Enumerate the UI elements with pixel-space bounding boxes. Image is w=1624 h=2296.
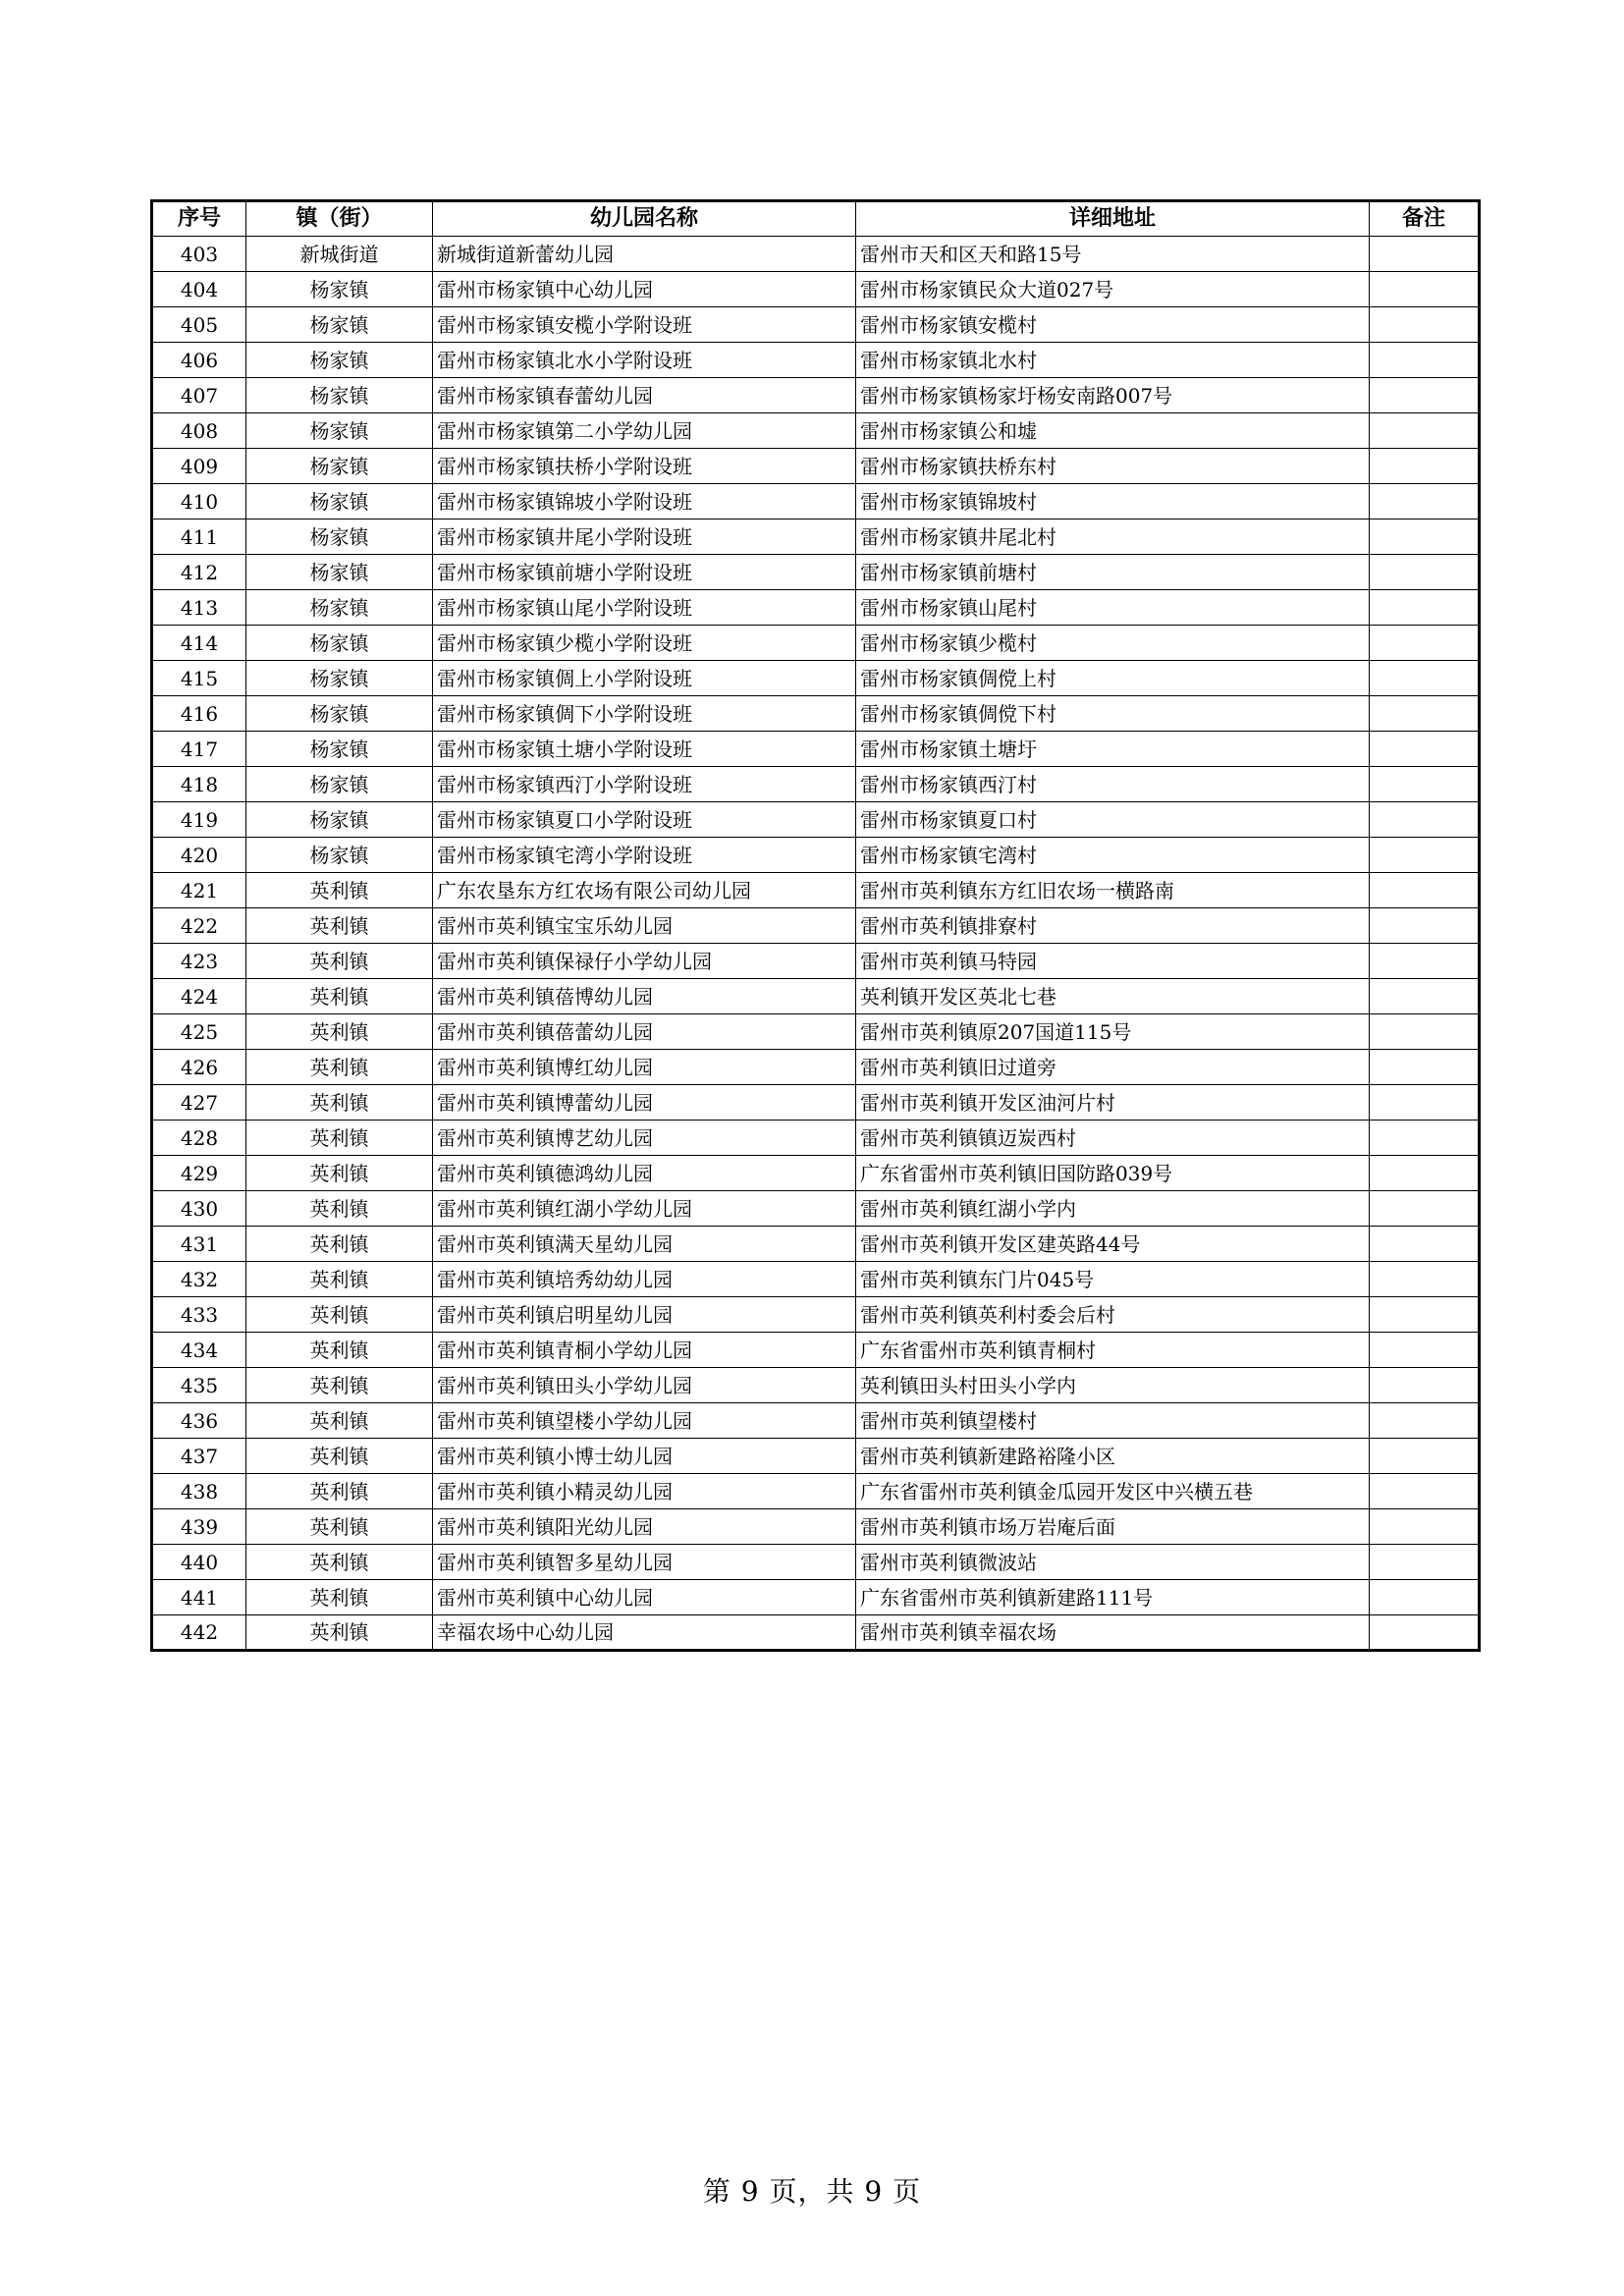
cell-no: 420: [152, 838, 246, 873]
cell-town: 英利镇: [246, 908, 433, 944]
cell-town: 英利镇: [246, 944, 433, 979]
cell-town: 杨家镇: [246, 272, 433, 307]
cell-town: 英利镇: [246, 1262, 433, 1297]
cell-address: 雷州市杨家镇扶桥东村: [856, 449, 1370, 484]
table-row: [152, 413, 1480, 449]
cell-no: 408: [152, 413, 246, 449]
cell-address: 雷州市英利镇马特园: [856, 944, 1370, 979]
cell-no: 442: [152, 1615, 246, 1651]
cell-address: 雷州市杨家镇山尾村: [856, 590, 1370, 626]
cell-note: [1370, 307, 1480, 343]
cell-note: [1370, 1615, 1480, 1651]
cell-note: [1370, 449, 1480, 484]
table-row: [152, 979, 1480, 1014]
cell-note: [1370, 1014, 1480, 1050]
cell-name: 雷州市英利镇中心幼儿园: [433, 1580, 856, 1615]
cell-name: 雷州市杨家镇中心幼儿园: [433, 272, 856, 307]
cell-note: [1370, 590, 1480, 626]
cell-address: 英利镇开发区英北七巷: [856, 979, 1370, 1014]
table-body: [152, 237, 1480, 1651]
cell-no: 409: [152, 449, 246, 484]
cell-name: 雷州市杨家镇春蕾幼儿园: [433, 378, 856, 413]
cell-town: 英利镇: [246, 1227, 433, 1262]
cell-no: 437: [152, 1439, 246, 1474]
cell-town: 英利镇: [246, 1368, 433, 1403]
cell-name: 雷州市英利镇小博士幼儿园: [433, 1439, 856, 1474]
cell-town: 英利镇: [246, 1085, 433, 1121]
cell-no: 410: [152, 484, 246, 519]
cell-address: 雷州市杨家镇西汀村: [856, 767, 1370, 802]
cell-name: 幸福农场中心幼儿园: [433, 1615, 856, 1651]
cell-address: 雷州市杨家镇北水村: [856, 343, 1370, 378]
table-row: [152, 1580, 1480, 1615]
table-row: [152, 767, 1480, 802]
table-row: [152, 1439, 1480, 1474]
cell-no: 423: [152, 944, 246, 979]
cell-address: 雷州市杨家镇锦坡村: [856, 484, 1370, 519]
cell-address: 广东省雷州市英利镇金瓜园开发区中兴横五巷: [856, 1474, 1370, 1509]
cell-no: 436: [152, 1403, 246, 1439]
cell-no: 426: [152, 1050, 246, 1085]
cell-town: 英利镇: [246, 1474, 433, 1509]
cell-town: 杨家镇: [246, 555, 433, 590]
cell-name: 雷州市杨家镇山尾小学附设班: [433, 590, 856, 626]
cell-address: 雷州市英利镇市场万岩庵后面: [856, 1509, 1370, 1545]
cell-name: 雷州市英利镇小精灵幼儿园: [433, 1474, 856, 1509]
cell-address: 雷州市杨家镇土塘圩: [856, 732, 1370, 767]
cell-no: 425: [152, 1014, 246, 1050]
cell-address: 英利镇田头村田头小学内: [856, 1368, 1370, 1403]
cell-note: [1370, 908, 1480, 944]
cell-address: 广东省雷州市英利镇青桐村: [856, 1333, 1370, 1368]
table-row: [152, 1368, 1480, 1403]
cell-note: [1370, 1050, 1480, 1085]
table-row: [152, 802, 1480, 838]
table-row: [152, 661, 1480, 696]
cell-name: 雷州市英利镇红湖小学幼儿园: [433, 1191, 856, 1227]
cell-no: 417: [152, 732, 246, 767]
cell-name: 雷州市英利镇博红幼儿园: [433, 1050, 856, 1085]
cell-name: 雷州市英利镇宝宝乐幼儿园: [433, 908, 856, 944]
table-row: [152, 1050, 1480, 1085]
cell-name: 雷州市英利镇阳光幼儿园: [433, 1509, 856, 1545]
cell-address: 雷州市英利镇镇迈炭西村: [856, 1121, 1370, 1156]
cell-address: 雷州市英利镇英利村委会后村: [856, 1297, 1370, 1333]
table-row: [152, 838, 1480, 873]
cell-no: 405: [152, 307, 246, 343]
cell-name: 雷州市英利镇博蕾幼儿园: [433, 1085, 856, 1121]
cell-name: 雷州市英利镇满天星幼儿园: [433, 1227, 856, 1262]
table-row: [152, 1474, 1480, 1509]
cell-town: 英利镇: [246, 979, 433, 1014]
cell-note: [1370, 343, 1480, 378]
cell-note: [1370, 732, 1480, 767]
cell-town: 杨家镇: [246, 626, 433, 661]
cell-note: [1370, 1085, 1480, 1121]
cell-town: 杨家镇: [246, 767, 433, 802]
cell-name: 雷州市杨家镇宅湾小学附设班: [433, 838, 856, 873]
cell-no: 406: [152, 343, 246, 378]
cell-name: 雷州市英利镇望楼小学幼儿园: [433, 1403, 856, 1439]
cell-note: [1370, 979, 1480, 1014]
table-row: [152, 272, 1480, 307]
cell-address: 雷州市杨家镇倜傥下村: [856, 696, 1370, 732]
cell-no: 419: [152, 802, 246, 838]
header-name: 幼儿园名称: [433, 201, 856, 237]
cell-address: 广东省雷州市英利镇旧国防路039号: [856, 1156, 1370, 1191]
cell-no: 421: [152, 873, 246, 908]
cell-name: 雷州市英利镇蓓蕾幼儿园: [433, 1014, 856, 1050]
cell-town: 杨家镇: [246, 307, 433, 343]
table-row: [152, 1227, 1480, 1262]
table-row: [152, 1156, 1480, 1191]
cell-no: 418: [152, 767, 246, 802]
cell-town: 英利镇: [246, 1050, 433, 1085]
cell-note: [1370, 1191, 1480, 1227]
cell-note: [1370, 767, 1480, 802]
header-town: 镇（街）: [246, 201, 433, 237]
cell-name: 雷州市杨家镇北水小学附设班: [433, 343, 856, 378]
table-header-row: [152, 201, 1480, 237]
cell-address: 雷州市英利镇红湖小学内: [856, 1191, 1370, 1227]
cell-address: 雷州市英利镇排寮村: [856, 908, 1370, 944]
cell-name: 雷州市杨家镇倜下小学附设班: [433, 696, 856, 732]
cell-note: [1370, 272, 1480, 307]
table-row: [152, 732, 1480, 767]
table-row: [152, 590, 1480, 626]
table-row: [152, 519, 1480, 555]
cell-town: 新城街道: [246, 237, 433, 272]
table-row: [152, 484, 1480, 519]
cell-note: [1370, 944, 1480, 979]
cell-no: 429: [152, 1156, 246, 1191]
cell-town: 杨家镇: [246, 661, 433, 696]
table-row: [152, 1333, 1480, 1368]
cell-town: 英利镇: [246, 1191, 433, 1227]
cell-town: 杨家镇: [246, 378, 433, 413]
cell-note: [1370, 555, 1480, 590]
cell-note: [1370, 873, 1480, 908]
cell-name: 雷州市杨家镇少榄小学附设班: [433, 626, 856, 661]
cell-no: 430: [152, 1191, 246, 1227]
cell-no: 435: [152, 1368, 246, 1403]
cell-name: 雷州市杨家镇夏口小学附设班: [433, 802, 856, 838]
cell-no: 407: [152, 378, 246, 413]
cell-name: 雷州市杨家镇土塘小学附设班: [433, 732, 856, 767]
table-row: [152, 696, 1480, 732]
cell-address: 雷州市英利镇幸福农场: [856, 1615, 1370, 1651]
table-row: [152, 555, 1480, 590]
table-row: [152, 449, 1480, 484]
cell-note: [1370, 696, 1480, 732]
cell-town: 杨家镇: [246, 413, 433, 449]
cell-no: 422: [152, 908, 246, 944]
cell-no: 414: [152, 626, 246, 661]
cell-note: [1370, 1474, 1480, 1509]
cell-no: 431: [152, 1227, 246, 1262]
table-row: [152, 626, 1480, 661]
cell-town: 杨家镇: [246, 732, 433, 767]
cell-no: 428: [152, 1121, 246, 1156]
cell-note: [1370, 1509, 1480, 1545]
cell-note: [1370, 1156, 1480, 1191]
cell-no: 413: [152, 590, 246, 626]
cell-name: 雷州市英利镇智多星幼儿园: [433, 1545, 856, 1580]
cell-no: 403: [152, 237, 246, 272]
cell-address: 雷州市杨家镇夏口村: [856, 802, 1370, 838]
cell-name: 雷州市英利镇青桐小学幼儿园: [433, 1333, 856, 1368]
cell-note: [1370, 1121, 1480, 1156]
cell-town: 杨家镇: [246, 343, 433, 378]
header-address: 详细地址: [856, 201, 1370, 237]
cell-town: 英利镇: [246, 1580, 433, 1615]
table-row: [152, 343, 1480, 378]
cell-name: 雷州市杨家镇锦坡小学附设班: [433, 484, 856, 519]
cell-note: [1370, 1333, 1480, 1368]
table-row: [152, 944, 1480, 979]
cell-name: 雷州市英利镇博艺幼儿园: [433, 1121, 856, 1156]
cell-note: [1370, 661, 1480, 696]
cell-town: 英利镇: [246, 1297, 433, 1333]
cell-address: 雷州市英利镇微波站: [856, 1545, 1370, 1580]
cell-name: 雷州市杨家镇扶桥小学附设班: [433, 449, 856, 484]
cell-note: [1370, 484, 1480, 519]
cell-name: 新城街道新蕾幼儿园: [433, 237, 856, 272]
table-row: [152, 1403, 1480, 1439]
cell-no: 439: [152, 1509, 246, 1545]
cell-town: 杨家镇: [246, 590, 433, 626]
cell-town: 杨家镇: [246, 519, 433, 555]
cell-note: [1370, 378, 1480, 413]
cell-no: 404: [152, 272, 246, 307]
kindergarten-table-container: [150, 199, 1478, 1652]
cell-name: 雷州市英利镇培秀幼幼儿园: [433, 1262, 856, 1297]
cell-note: [1370, 1262, 1480, 1297]
cell-no: 432: [152, 1262, 246, 1297]
cell-note: [1370, 1439, 1480, 1474]
cell-town: 杨家镇: [246, 696, 433, 732]
cell-address: 雷州市杨家镇少榄村: [856, 626, 1370, 661]
cell-no: 440: [152, 1545, 246, 1580]
cell-name: 雷州市英利镇启明星幼儿园: [433, 1297, 856, 1333]
cell-no: 433: [152, 1297, 246, 1333]
cell-name: 雷州市英利镇田头小学幼儿园: [433, 1368, 856, 1403]
cell-address: 雷州市杨家镇杨家圩杨安南路007号: [856, 378, 1370, 413]
cell-town: 英利镇: [246, 1545, 433, 1580]
cell-address: 雷州市英利镇东方红旧农场一横路南: [856, 873, 1370, 908]
table-row: [152, 1509, 1480, 1545]
cell-town: 杨家镇: [246, 449, 433, 484]
table-row: [152, 1262, 1480, 1297]
cell-town: 杨家镇: [246, 838, 433, 873]
cell-note: [1370, 626, 1480, 661]
table-row: [152, 1014, 1480, 1050]
cell-note: [1370, 838, 1480, 873]
cell-address: 雷州市英利镇望楼村: [856, 1403, 1370, 1439]
cell-address: 雷州市英利镇原207国道115号: [856, 1014, 1370, 1050]
table-row: [152, 873, 1480, 908]
cell-name: 雷州市杨家镇安榄小学附设班: [433, 307, 856, 343]
cell-address: 雷州市英利镇旧过道旁: [856, 1050, 1370, 1085]
table-row: [152, 1615, 1480, 1651]
cell-address: 雷州市杨家镇前塘村: [856, 555, 1370, 590]
cell-name: 雷州市杨家镇倜上小学附设班: [433, 661, 856, 696]
cell-town: 英利镇: [246, 873, 433, 908]
cell-name: 雷州市英利镇德鸿幼儿园: [433, 1156, 856, 1191]
kindergarten-table: [150, 199, 1481, 1652]
cell-no: 412: [152, 555, 246, 590]
cell-name: 雷州市杨家镇第二小学幼儿园: [433, 413, 856, 449]
cell-address: 雷州市英利镇新建路裕隆小区: [856, 1439, 1370, 1474]
cell-name: 雷州市杨家镇井尾小学附设班: [433, 519, 856, 555]
table-row: [152, 378, 1480, 413]
table-row: [152, 1297, 1480, 1333]
page-footer: 第 9 页，共 9 页: [702, 2175, 922, 2208]
cell-name: 雷州市杨家镇西汀小学附设班: [433, 767, 856, 802]
cell-note: [1370, 1297, 1480, 1333]
cell-name: 雷州市英利镇蓓博幼儿园: [433, 979, 856, 1014]
cell-town: 英利镇: [246, 1615, 433, 1651]
table-row: [152, 1545, 1480, 1580]
cell-name: 广东农垦东方红农场有限公司幼儿园: [433, 873, 856, 908]
cell-name: 雷州市英利镇保禄仔小学幼儿园: [433, 944, 856, 979]
cell-note: [1370, 1580, 1480, 1615]
cell-address: 雷州市英利镇开发区油河片村: [856, 1085, 1370, 1121]
cell-address: 雷州市杨家镇井尾北村: [856, 519, 1370, 555]
cell-address: 雷州市杨家镇宅湾村: [856, 838, 1370, 873]
cell-no: 438: [152, 1474, 246, 1509]
cell-no: 416: [152, 696, 246, 732]
cell-address: 雷州市杨家镇倜傥上村: [856, 661, 1370, 696]
cell-town: 英利镇: [246, 1014, 433, 1050]
cell-address: 雷州市杨家镇公和墟: [856, 413, 1370, 449]
table-row: [152, 908, 1480, 944]
cell-name: 雷州市杨家镇前塘小学附设班: [433, 555, 856, 590]
table-row: [152, 307, 1480, 343]
cell-no: 434: [152, 1333, 246, 1368]
cell-no: 441: [152, 1580, 246, 1615]
header-no: 序号: [152, 201, 246, 237]
cell-note: [1370, 802, 1480, 838]
cell-note: [1370, 519, 1480, 555]
header-note: 备注: [1370, 201, 1480, 237]
table-row: [152, 237, 1480, 272]
cell-note: [1370, 237, 1480, 272]
cell-town: 英利镇: [246, 1333, 433, 1368]
cell-note: [1370, 1227, 1480, 1262]
cell-note: [1370, 1368, 1480, 1403]
cell-town: 英利镇: [246, 1156, 433, 1191]
cell-address: 雷州市天和区天和路15号: [856, 237, 1370, 272]
cell-address: 雷州市杨家镇安榄村: [856, 307, 1370, 343]
table-row: [152, 1085, 1480, 1121]
table-row: [152, 1191, 1480, 1227]
cell-town: 英利镇: [246, 1439, 433, 1474]
cell-town: 杨家镇: [246, 484, 433, 519]
cell-no: 415: [152, 661, 246, 696]
cell-no: 427: [152, 1085, 246, 1121]
cell-no: 411: [152, 519, 246, 555]
cell-note: [1370, 1545, 1480, 1580]
cell-town: 杨家镇: [246, 802, 433, 838]
cell-address: 雷州市英利镇开发区建英路44号: [856, 1227, 1370, 1262]
cell-note: [1370, 1403, 1480, 1439]
cell-note: [1370, 413, 1480, 449]
table-row: [152, 1121, 1480, 1156]
cell-town: 英利镇: [246, 1403, 433, 1439]
cell-address: 广东省雷州市英利镇新建路111号: [856, 1580, 1370, 1615]
cell-address: 雷州市英利镇东门片045号: [856, 1262, 1370, 1297]
cell-address: 雷州市杨家镇民众大道027号: [856, 272, 1370, 307]
cell-no: 424: [152, 979, 246, 1014]
cell-town: 英利镇: [246, 1121, 433, 1156]
cell-town: 英利镇: [246, 1509, 433, 1545]
